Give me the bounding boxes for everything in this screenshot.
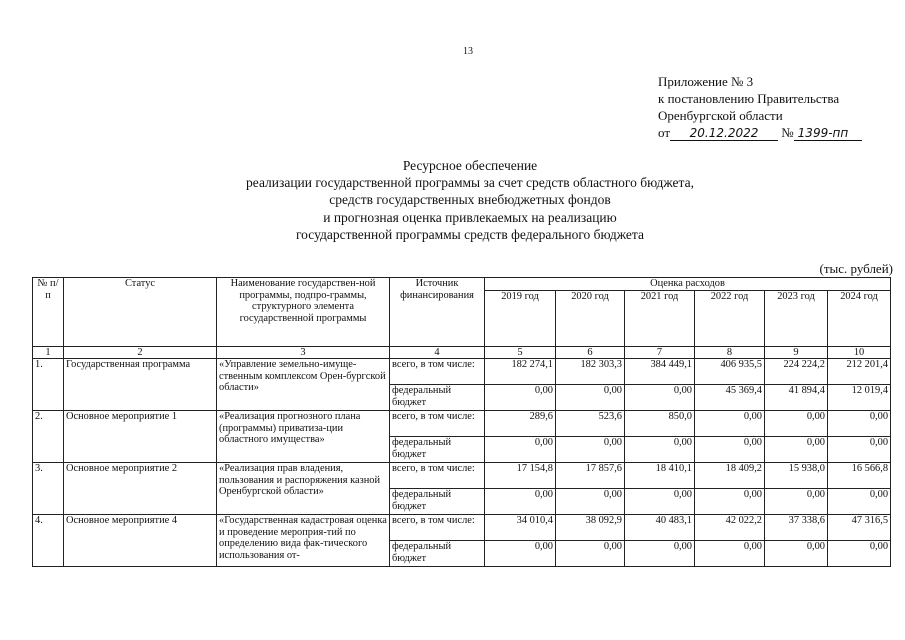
header-year: 2021 год [625, 290, 695, 346]
row-status: Основное мероприятие 1 [64, 411, 217, 463]
appendix-line-2: к постановлению Правительства [658, 91, 840, 106]
header-year: 2020 год [556, 290, 625, 346]
row-year-value: 523,6 [556, 411, 625, 437]
row-year-value: 0,00 [765, 411, 828, 437]
row-year-value: 289,6 [485, 411, 556, 437]
row-year-value: 0,00 [828, 437, 891, 463]
row-year-value: 45 369,4 [695, 385, 765, 411]
header-status: Статус [64, 278, 217, 347]
number-prefix: № [781, 125, 794, 140]
header-source: Источник финансирования [390, 278, 485, 347]
units-label: (тыс. рублей) [819, 261, 893, 276]
row-year-value: 34 010,4 [485, 515, 556, 541]
header-year: 2019 год [485, 290, 556, 346]
handwritten-date: 20.12.2022 [670, 127, 778, 141]
handwritten-number: 1399-пп [794, 127, 862, 141]
column-number: 6 [556, 346, 625, 359]
row-year-value: 0,00 [625, 541, 695, 567]
row-year-value: 37 338,6 [765, 515, 828, 541]
header-year: 2024 год [828, 290, 891, 346]
appendix-line-1: Приложение № 3 [658, 74, 754, 89]
row-status: Основное мероприятие 2 [64, 463, 217, 515]
row-program-name: «Реализация прогнозного плана (программы) приватиза-ции областного имущества» [217, 411, 390, 463]
title-line: средств государственных внебюджетных фондов [329, 192, 611, 208]
row-year-value: 0,00 [625, 385, 695, 411]
header-row [33, 278, 891, 291]
row-year-value: 0,00 [485, 437, 556, 463]
row-year-value: 0,00 [828, 541, 891, 567]
table-row [33, 515, 891, 541]
column-number: 7 [625, 346, 695, 359]
row-year-value: 182 274,1 [485, 359, 556, 385]
row-funding-source: федеральный бюджет [390, 385, 485, 411]
row-year-value: 0,00 [695, 489, 765, 515]
title-line: реализации государственной программы за счет средств областного бюджета, [246, 175, 694, 191]
row-year-value: 0,00 [556, 437, 625, 463]
header-estimate: Оценка расходов [485, 278, 891, 291]
header-year: 2022 год [695, 290, 765, 346]
column-number-row [33, 346, 891, 359]
row-number: 1. [33, 359, 64, 411]
row-year-value: 182 303,3 [556, 359, 625, 385]
title-line: Ресурсное обеспечение [402, 158, 538, 173]
header-num: № п/п [33, 278, 64, 347]
row-year-value: 47 316,5 [828, 515, 891, 541]
row-year-value: 0,00 [625, 489, 695, 515]
row-funding-source: федеральный бюджет [390, 489, 485, 515]
row-funding-source: всего, в том числе: [390, 515, 485, 541]
row-number: 3. [33, 463, 64, 515]
column-number: 4 [390, 346, 485, 359]
row-year-value: 0,00 [695, 541, 765, 567]
appendix-line-3: Оренбургской области [658, 108, 783, 123]
row-year-value: 40 483,1 [625, 515, 695, 541]
appendix-block [658, 73, 862, 141]
row-year-value: 0,00 [485, 385, 556, 411]
row-year-value: 0,00 [695, 437, 765, 463]
column-number: 3 [217, 346, 390, 359]
document-title [150, 157, 790, 243]
row-year-value: 41 894,4 [765, 385, 828, 411]
row-year-value: 384 449,1 [625, 359, 695, 385]
column-number: 5 [485, 346, 556, 359]
row-year-value: 0,00 [485, 489, 556, 515]
resource-table [32, 277, 891, 567]
row-year-value: 0,00 [556, 489, 625, 515]
row-year-value: 0,00 [485, 541, 556, 567]
row-program-name: «Государственная кадастровая оценка и проведение мероприя-тий по определению вида фак-тического использования от- [217, 515, 390, 567]
row-funding-source: всего, в том числе: [390, 463, 485, 489]
row-year-value: 0,00 [556, 541, 625, 567]
row-year-value: 0,00 [695, 411, 765, 437]
row-year-value: 406 935,5 [695, 359, 765, 385]
column-number: 9 [765, 346, 828, 359]
row-year-value: 38 092,9 [556, 515, 625, 541]
row-funding-source: всего, в том числе: [390, 411, 485, 437]
row-year-value: 15 938,0 [765, 463, 828, 489]
row-number: 2. [33, 411, 64, 463]
row-funding-source: всего, в том числе: [390, 359, 485, 385]
row-year-value: 17 857,6 [556, 463, 625, 489]
row-year-value: 16 566,8 [828, 463, 891, 489]
row-year-value: 224 224,2 [765, 359, 828, 385]
column-number: 8 [695, 346, 765, 359]
column-number: 1 [33, 346, 64, 359]
title-line: государственной программы средств федерального бюджета [295, 226, 644, 242]
row-year-value: 0,00 [765, 489, 828, 515]
row-year-value: 18 410,1 [625, 463, 695, 489]
row-program-name: «Реализация прав владения, пользования и распоряжения казной Оренбургской области» [217, 463, 390, 515]
table-row [33, 463, 891, 489]
table-row [33, 359, 891, 385]
row-year-value: 850,0 [625, 411, 695, 437]
row-number: 4. [33, 515, 64, 567]
row-year-value: 0,00 [625, 437, 695, 463]
row-year-value: 0,00 [828, 489, 891, 515]
column-number: 10 [828, 346, 891, 359]
header-name: Наименование государствен-ной программы, подпро-граммы, структурного элемента государственной программы [217, 278, 390, 347]
row-year-value: 42 022,2 [695, 515, 765, 541]
title-line: и прогнозная оценка привлекаемых на реализацию [323, 209, 617, 225]
row-year-value: 12 019,4 [828, 385, 891, 411]
table-row [33, 411, 891, 437]
row-status: Основное мероприятие 4 [64, 515, 217, 567]
row-year-value: 212 201,4 [828, 359, 891, 385]
row-status: Государственная программа [64, 359, 217, 411]
row-program-name: «Управление земельно-имуще-ственным комплексом Орен-бургской области» [217, 359, 390, 411]
appendix-date-line [658, 124, 862, 141]
column-number: 2 [64, 346, 217, 359]
date-prefix: от [658, 125, 671, 140]
row-funding-source: федеральный бюджет [390, 541, 485, 567]
row-year-value: 17 154,8 [485, 463, 556, 489]
row-year-value: 0,00 [828, 411, 891, 437]
page-number: 13 [463, 46, 473, 57]
row-year-value: 0,00 [556, 385, 625, 411]
row-year-value: 0,00 [765, 437, 828, 463]
row-year-value: 0,00 [765, 541, 828, 567]
header-year: 2023 год [765, 290, 828, 346]
row-year-value: 18 409,2 [695, 463, 765, 489]
row-funding-source: федеральный бюджет [390, 437, 485, 463]
